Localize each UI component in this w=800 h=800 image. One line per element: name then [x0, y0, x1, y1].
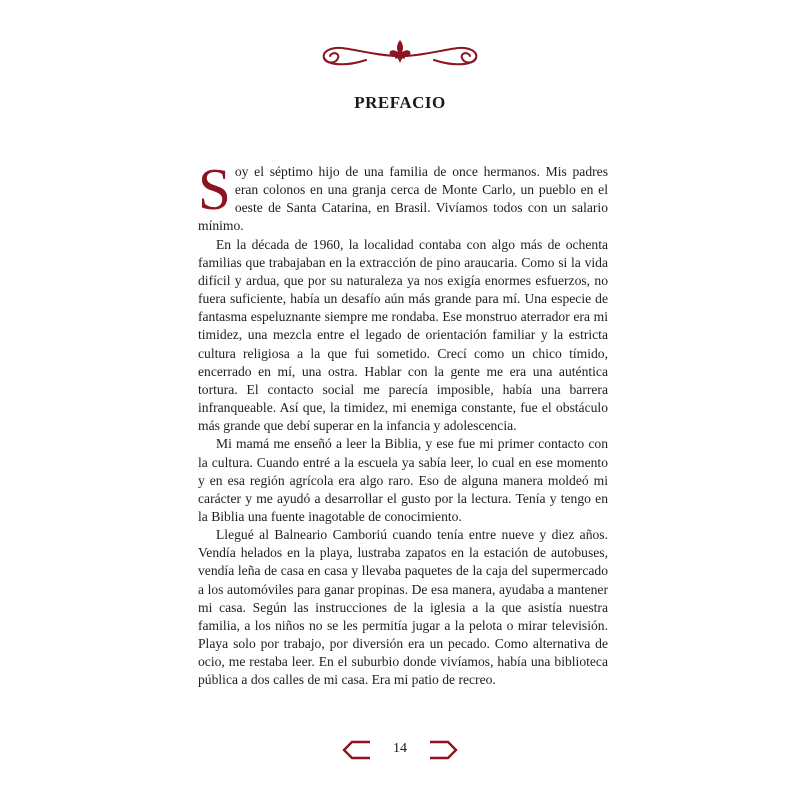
paragraph-2: En la década de 1960, la localidad contaba con algo más de ochenta familias que trabajaban en la extracción de pino araucaria. Como si la vida difícil y ardua, que por su naturaleza ya nos exigía enormes esfuerzos, no fuera suficiente, había un desafío aún más grande para mí. Una especie de fantasma espeluznante siempre me rondaba. Ese monstruo aterrador era mi timidez, una mezcla entre el legado de orientación familiar y la estricta cultura religiosa a la que fui sometido. Crecí como un chico tímido, encerrado en mí, una ostra. Hablar con la gente me era una auténtica tortura. El contacto social me parecía imposible, había una barrera infranqueable. Así que, la timidez, mi enemiga constante, fue el obstáculo más grande que debí superar en la infancia y adolescencia. [198, 236, 608, 434]
paragraph-4: Llegué al Balneario Camboriú cuando tenía entre nueve y diez años. Vendía helados en la playa, lustraba zapatos en la estación de autobuses, vendía leña de casa en casa y llevaba paquetes de la caja del supermercado a los automóviles para ganar propinas. De esa manera, ayudaba a mantener mi casa. Según las instrucciones de la iglesia a la que asistía nuestra familia, a los niños no se les permitía jugar a la pelota o mirar televisión. Playa solo por trabajo, por diversión era un pecado. Como alternativa de ocio, me restaba leer. En el suburbio donde vivíamos, había una biblioteca pública a dos calles de mi casa. Era mi patio de recreo. [198, 527, 608, 688]
page-title: PREFACIO [354, 93, 446, 112]
chevron-left-icon[interactable] [340, 737, 372, 763]
drop-cap: S [198, 156, 231, 222]
page-footer [0, 735, 800, 765]
chevron-right-icon[interactable] [428, 737, 460, 763]
preface-text [198, 156, 608, 690]
ornament-flourish-icon [318, 36, 482, 70]
paragraph-1 [198, 156, 608, 236]
paragraph-3: Mi mamá me enseñó a leer la Biblia, y ese fue mi primer contacto con la cultura. Cuando entré a la escuela ya sabía leer, lo cual en ese momento y en esa región agrícola era algo raro. Eso de alguna manera moldeó mi carácter y me ayudó a desarrollar el gusto por la lectura. Tenía y tengo en la Biblia una fuente inagotable de conocimiento. [198, 436, 608, 524]
page-number: 14 [393, 741, 407, 756]
paragraph-1-text: oy el séptimo hijo de una familia de once hermanos. Mis padres eran colonos en una granja cerca de Monte Carlo, un pueblo en el oeste de Santa Catarina, en Brasil. Vivíamos todos con un salario mínimo. [198, 164, 608, 234]
